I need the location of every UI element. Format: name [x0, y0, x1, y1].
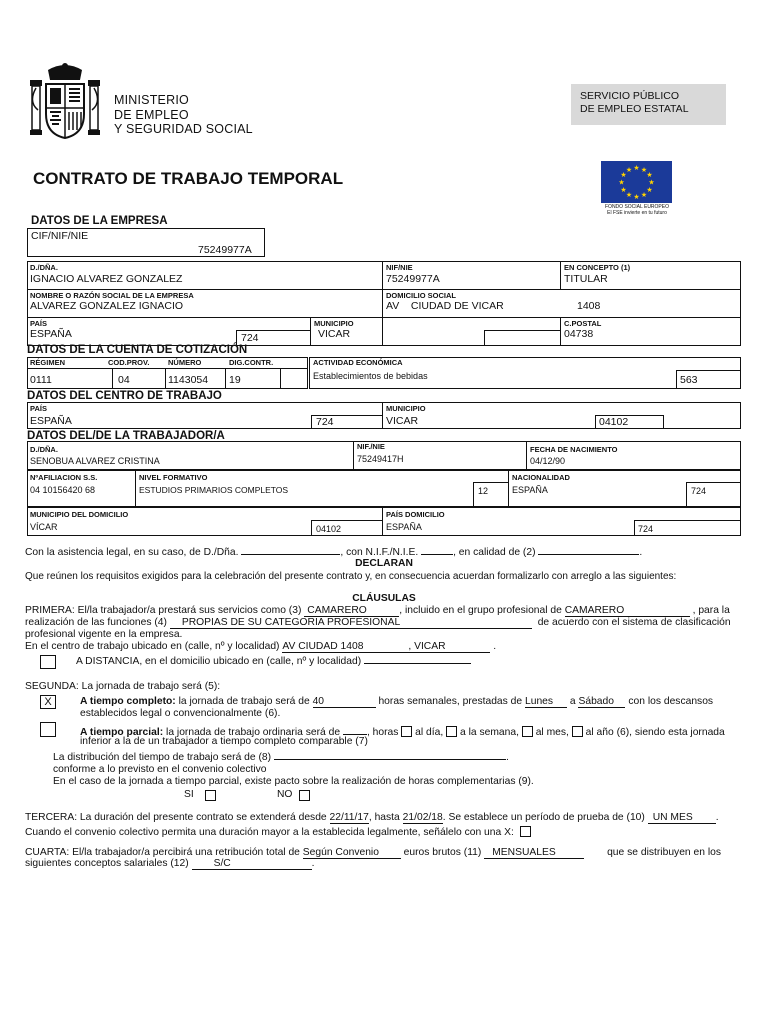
- actividad-code[interactable]: 563: [680, 374, 698, 386]
- tp-text: al año (6), siendo esta jornada: [585, 727, 725, 738]
- trab-dna-value[interactable]: SENOBUA ALVAREZ CRISTINA: [30, 456, 160, 466]
- puesto-field[interactable]: CAMARERO: [304, 605, 399, 617]
- distancia-text: A DISTANCIA, en el domicilio ubicado en (calle, nº y localidad): [76, 656, 362, 667]
- coat-of-arms-icon: [28, 62, 102, 142]
- svg-text:★: ★: [633, 164, 640, 172]
- primera-line3: profesional vigente en la empresa.: [25, 629, 183, 640]
- tp-dia-checkbox[interactable]: [401, 726, 412, 737]
- centro-dir-field[interactable]: AV CIUDAD 1408: [282, 641, 408, 653]
- tc-line2: establecidos legal o convencionalmente (6).: [80, 708, 281, 719]
- svg-text:★: ★: [646, 186, 653, 194]
- paisdom-value[interactable]: ESPAÑA: [386, 522, 422, 532]
- afil-value[interactable]: 04 10156420 68: [30, 485, 96, 495]
- svg-text:★: ★: [646, 171, 653, 179]
- codprov-value[interactable]: 04: [118, 374, 130, 386]
- numero-value[interactable]: 1143054: [168, 374, 209, 386]
- tc-text: horas semanales, prestadas de: [378, 696, 523, 707]
- fse-line: El FSE invierte en tu futuro: [607, 210, 667, 216]
- distancia-line: [76, 656, 471, 668]
- section-trabajador: DATOS DEL/DE LA TRABAJADOR/A: [27, 430, 225, 442]
- actividad-value[interactable]: Establecimientos de bebidas: [313, 371, 428, 381]
- distancia-checkbox[interactable]: [40, 655, 56, 669]
- grupo-field[interactable]: CAMARERO: [565, 605, 690, 617]
- paisdom-label: PAÍS DOMICILIO: [386, 510, 445, 519]
- trab-nif-label: NIF./NIE: [357, 442, 385, 451]
- svg-text:★: ★: [648, 178, 655, 187]
- primera-line1: [25, 605, 730, 617]
- nif-label: NIF/NIE: [386, 263, 413, 272]
- primera-text: de acuerdo con el sistema de clasificación: [537, 617, 731, 628]
- dna-label: D./DÑA.: [30, 263, 58, 272]
- centro-loc-field[interactable]: , VICAR: [408, 641, 490, 653]
- trab-dna-label: D./DÑA.: [30, 445, 58, 454]
- fnac-label: FECHA DE NACIMIENTO: [530, 445, 618, 454]
- tiempo-completo-checkbox[interactable]: X: [40, 695, 56, 709]
- svg-text:★: ★: [640, 191, 648, 199]
- codprov-label: COD.PROV.: [108, 358, 150, 367]
- tp-text: , horas: [366, 727, 399, 738]
- municipio-value[interactable]: VICAR: [318, 328, 351, 340]
- tp-text: al mes,: [535, 727, 569, 738]
- svg-text:★: ★: [625, 191, 633, 199]
- section-empresa: DATOS DE LA EMPRESA: [31, 215, 168, 227]
- tiempo-parcial-checkbox[interactable]: [40, 722, 56, 737]
- tercera-text: TERCERA: La duración del presente contrato se extenderá desde: [25, 812, 327, 823]
- nivel-value[interactable]: ESTUDIOS PRIMARIOS COMPLETOS: [139, 485, 289, 495]
- nac-label: NACIONALIDAD: [512, 473, 570, 482]
- fnac-value[interactable]: 04/12/90: [530, 456, 566, 466]
- primera-text: , para la: [692, 605, 730, 616]
- domicilio-value[interactable]: AV CIUDAD DE VICAR: [386, 300, 504, 312]
- municipio-label: MUNICIPIO: [314, 319, 354, 328]
- section-centro: DATOS DEL CENTRO DE TRABAJO: [27, 390, 222, 402]
- tc-hasta-field[interactable]: Sábado: [578, 696, 625, 708]
- nivel-code[interactable]: 12: [478, 486, 489, 496]
- asist-nombre-field[interactable]: [241, 554, 340, 555]
- tercera-text: . Se establece un período de prueba de (10): [442, 812, 645, 823]
- cuarta-text: que se distribuyen en los: [607, 847, 721, 858]
- concepto-value[interactable]: TITULAR: [564, 273, 608, 285]
- distribucion-field[interactable]: [274, 759, 506, 760]
- tercera-desde-field[interactable]: 22/11/17: [329, 812, 369, 823]
- digcontr-label: DIG.CONTR.: [229, 358, 274, 367]
- asist-text: , con N.I.F./N.I.E.: [340, 547, 419, 558]
- prueba-field[interactable]: UN MES: [648, 812, 716, 824]
- svg-text:★: ★: [625, 166, 633, 174]
- reunen-text: Que reúnen los requisitos exigidos para la celebración del presente contrato y, en consecuencia acuerdan formalizarlo con arreglo a las siguientes:: [25, 571, 677, 582]
- distribucion-line: La distribución del tiempo de trabajo será de (8) .: [53, 752, 509, 763]
- cpostal-value[interactable]: 04738: [564, 328, 594, 340]
- tiempo-completo-line: [80, 696, 713, 708]
- sepe-box: [571, 84, 726, 125]
- digcontr-value[interactable]: 19: [229, 374, 241, 386]
- asist-nif-field[interactable]: [421, 554, 453, 555]
- svg-text:★: ★: [640, 166, 648, 174]
- tercera-line: [25, 812, 719, 824]
- centro-municipio-label: MUNICIPIO: [386, 404, 426, 413]
- tp-text: a la semana,: [459, 727, 519, 738]
- cpostal-label: C.POSTAL: [564, 319, 602, 328]
- empresa-dna-value[interactable]: IGNACIO ALVAREZ GONZALEZ: [30, 273, 183, 285]
- regimen-label: RÉGIMEN: [30, 358, 66, 367]
- centro-text: En el centro de trabajo ubicado en (calle, nº y localidad): [25, 641, 280, 652]
- tercera-text: .: [715, 812, 719, 823]
- cif-label: CIF/NIF/NIE: [31, 230, 89, 242]
- pais-value[interactable]: ESPAÑA: [30, 328, 72, 340]
- nac-code[interactable]: 724: [691, 486, 707, 496]
- si-checkbox[interactable]: [205, 790, 216, 801]
- trab-nif-value[interactable]: 75249417H: [357, 454, 404, 464]
- duracion-mayor-checkbox[interactable]: [520, 826, 531, 837]
- primera-line2: [25, 617, 731, 629]
- tc-desde-field[interactable]: Lunes: [525, 696, 567, 708]
- cuarta-text: .: [311, 858, 315, 869]
- paisdom-code[interactable]: 724: [638, 524, 654, 534]
- svg-text:★: ★: [633, 193, 640, 201]
- asist-text: Con la asistencia legal, en su caso, de D./Dña.: [25, 547, 239, 558]
- svg-text:★: ★: [618, 178, 625, 187]
- si-label: SI: [184, 789, 194, 800]
- fse-caption: [592, 204, 682, 216]
- conceptos-field[interactable]: S/C: [192, 858, 312, 870]
- no-label: NO: [277, 789, 293, 800]
- ministry-line: MINISTERIO: [114, 93, 189, 107]
- tp-label: A tiempo parcial:: [80, 727, 164, 738]
- svg-text:★: ★: [620, 186, 627, 194]
- asist-text: , en calidad de (2): [453, 547, 536, 558]
- no-checkbox[interactable]: [299, 790, 310, 801]
- domicilio-num[interactable]: 1408: [577, 300, 601, 312]
- tp-horas-field[interactable]: [343, 734, 367, 735]
- tc-text: la jornada de trabajo será de: [178, 696, 310, 707]
- tp-mes-checkbox[interactable]: [522, 726, 533, 737]
- mundom-label: MUNICIPIO DEL DOMICILIO: [30, 510, 129, 519]
- cuarta-text: siguientes conceptos salariales (12): [25, 858, 189, 869]
- sepe-line: DE EMPLEO ESTATAL: [580, 103, 689, 115]
- fse-line: FONDO SOCIAL EUROPEO: [605, 204, 669, 210]
- dist-line2: conforme a lo previsto en el convenio colectivo: [53, 764, 267, 775]
- cuarta-text: CUARTA: El/la trabajador/a percibirá una retribución total de: [25, 847, 300, 858]
- tercera-text: , hasta: [368, 812, 400, 823]
- centro-municipio-code[interactable]: 04102: [599, 416, 629, 428]
- funciones-field[interactable]: PROPIAS DE SU CATEGORIA PROFESIONAL: [170, 617, 532, 629]
- centro-line: [25, 641, 496, 653]
- mundom-code[interactable]: 04102: [316, 524, 342, 534]
- concepto-label: EN CONCEPTO (1): [564, 263, 631, 272]
- centro-pais-value[interactable]: ESPAÑA: [30, 415, 72, 427]
- nivel-label: NIVEL FORMATIVO: [139, 473, 208, 482]
- section-cotizacion: DATOS DE LA CUENTA DE COTIZACIÓN: [27, 344, 248, 356]
- page-title: CONTRATO DE TRABAJO TEMPORAL: [33, 169, 344, 188]
- domicilio-label: DOMICILIO SOCIAL: [386, 291, 456, 300]
- cuarta-line2: [25, 858, 314, 870]
- tercera-hasta-field[interactable]: 21/02/18: [402, 812, 443, 823]
- asist-calidad-field[interactable]: [538, 554, 639, 555]
- dist-text: La distribución del tiempo de trabajo será de (8): [53, 752, 272, 763]
- tp-line2: inferior a la de un trabajador a tiempo completo comparable (7): [80, 736, 368, 747]
- ministry-line: Y SEGURIDAD SOCIAL: [114, 122, 253, 136]
- tc-horas-field[interactable]: 40: [313, 696, 376, 708]
- svg-text:★: ★: [620, 171, 627, 179]
- tp-anio-checkbox[interactable]: [572, 726, 583, 737]
- sepe-line: SERVICIO PÚBLICO: [580, 90, 680, 102]
- numero-label: NÚMERO: [168, 358, 202, 367]
- regimen-value[interactable]: 0111: [30, 374, 52, 386]
- razon-label: NOMBRE O RAZÓN SOCIAL DE LA EMPRESA: [30, 291, 194, 300]
- tercera-text: Cuando el convenio colectivo permita una duración mayor a la establecida legalmente, señálelo con una X:: [25, 827, 514, 838]
- centro-pais-label: PAÍS: [30, 404, 47, 413]
- tc-label: A tiempo completo:: [80, 696, 176, 707]
- tp-text: la jornada de trabajo ordinaria será de: [166, 727, 341, 738]
- segunda-heading: SEGUNDA: La jornada de trabajo será (5):: [25, 681, 221, 692]
- centro-pais-code[interactable]: 724: [316, 416, 334, 428]
- tercera-line2: [25, 824, 531, 839]
- tp-text: al día,: [415, 727, 444, 738]
- tp-semana-checkbox[interactable]: [446, 726, 457, 737]
- cuarta-text: euros brutos (11): [403, 847, 482, 858]
- primera-text: PRIMERA: El/la trabajador/a prestará sus servicios como (3): [25, 605, 302, 616]
- asist-text: .: [639, 547, 643, 558]
- mundom-value[interactable]: VÍCAR: [30, 522, 58, 532]
- actividad-label: ACTIVIDAD ECONÓMICA: [313, 358, 403, 367]
- dist-line3: En el caso de la jornada a tiempo parcial, existe pacto sobre la realización de horas complementarias (9).: [53, 776, 534, 787]
- pais-code[interactable]: 724: [241, 332, 259, 344]
- primera-text: , incluido en el grupo profesional de: [399, 605, 562, 616]
- retribucion-field[interactable]: Según Convenio: [303, 847, 401, 859]
- pais-label: PAÍS: [30, 319, 47, 328]
- ministry-name: [114, 93, 253, 137]
- centro-municipio-value[interactable]: VICAR: [386, 415, 419, 427]
- primera-text: realización de las funciones (4): [25, 617, 167, 628]
- clausulas-heading: CLÁUSULAS: [352, 593, 416, 604]
- razon-value[interactable]: ALVAREZ GONZALEZ IGNACIO: [30, 300, 184, 312]
- distancia-field[interactable]: [364, 663, 471, 664]
- afil-label: NºAFILIACION S.S.: [30, 473, 98, 482]
- ministry-line: DE EMPLEO: [114, 107, 189, 122]
- tc-text: con los descansos: [628, 696, 714, 707]
- nac-value[interactable]: ESPAÑA: [512, 485, 548, 495]
- cif-value: 75249977A: [198, 244, 252, 256]
- declaran-heading: DECLARAN: [355, 558, 413, 569]
- periodo-field[interactable]: MENSUALES: [484, 847, 584, 859]
- municipio-code-box[interactable]: [484, 330, 561, 346]
- tc-text: a: [569, 696, 576, 707]
- empresa-nif-value[interactable]: 75249977A: [386, 273, 440, 285]
- centro-text: .: [493, 641, 497, 652]
- eu-flag-icon: [601, 161, 672, 203]
